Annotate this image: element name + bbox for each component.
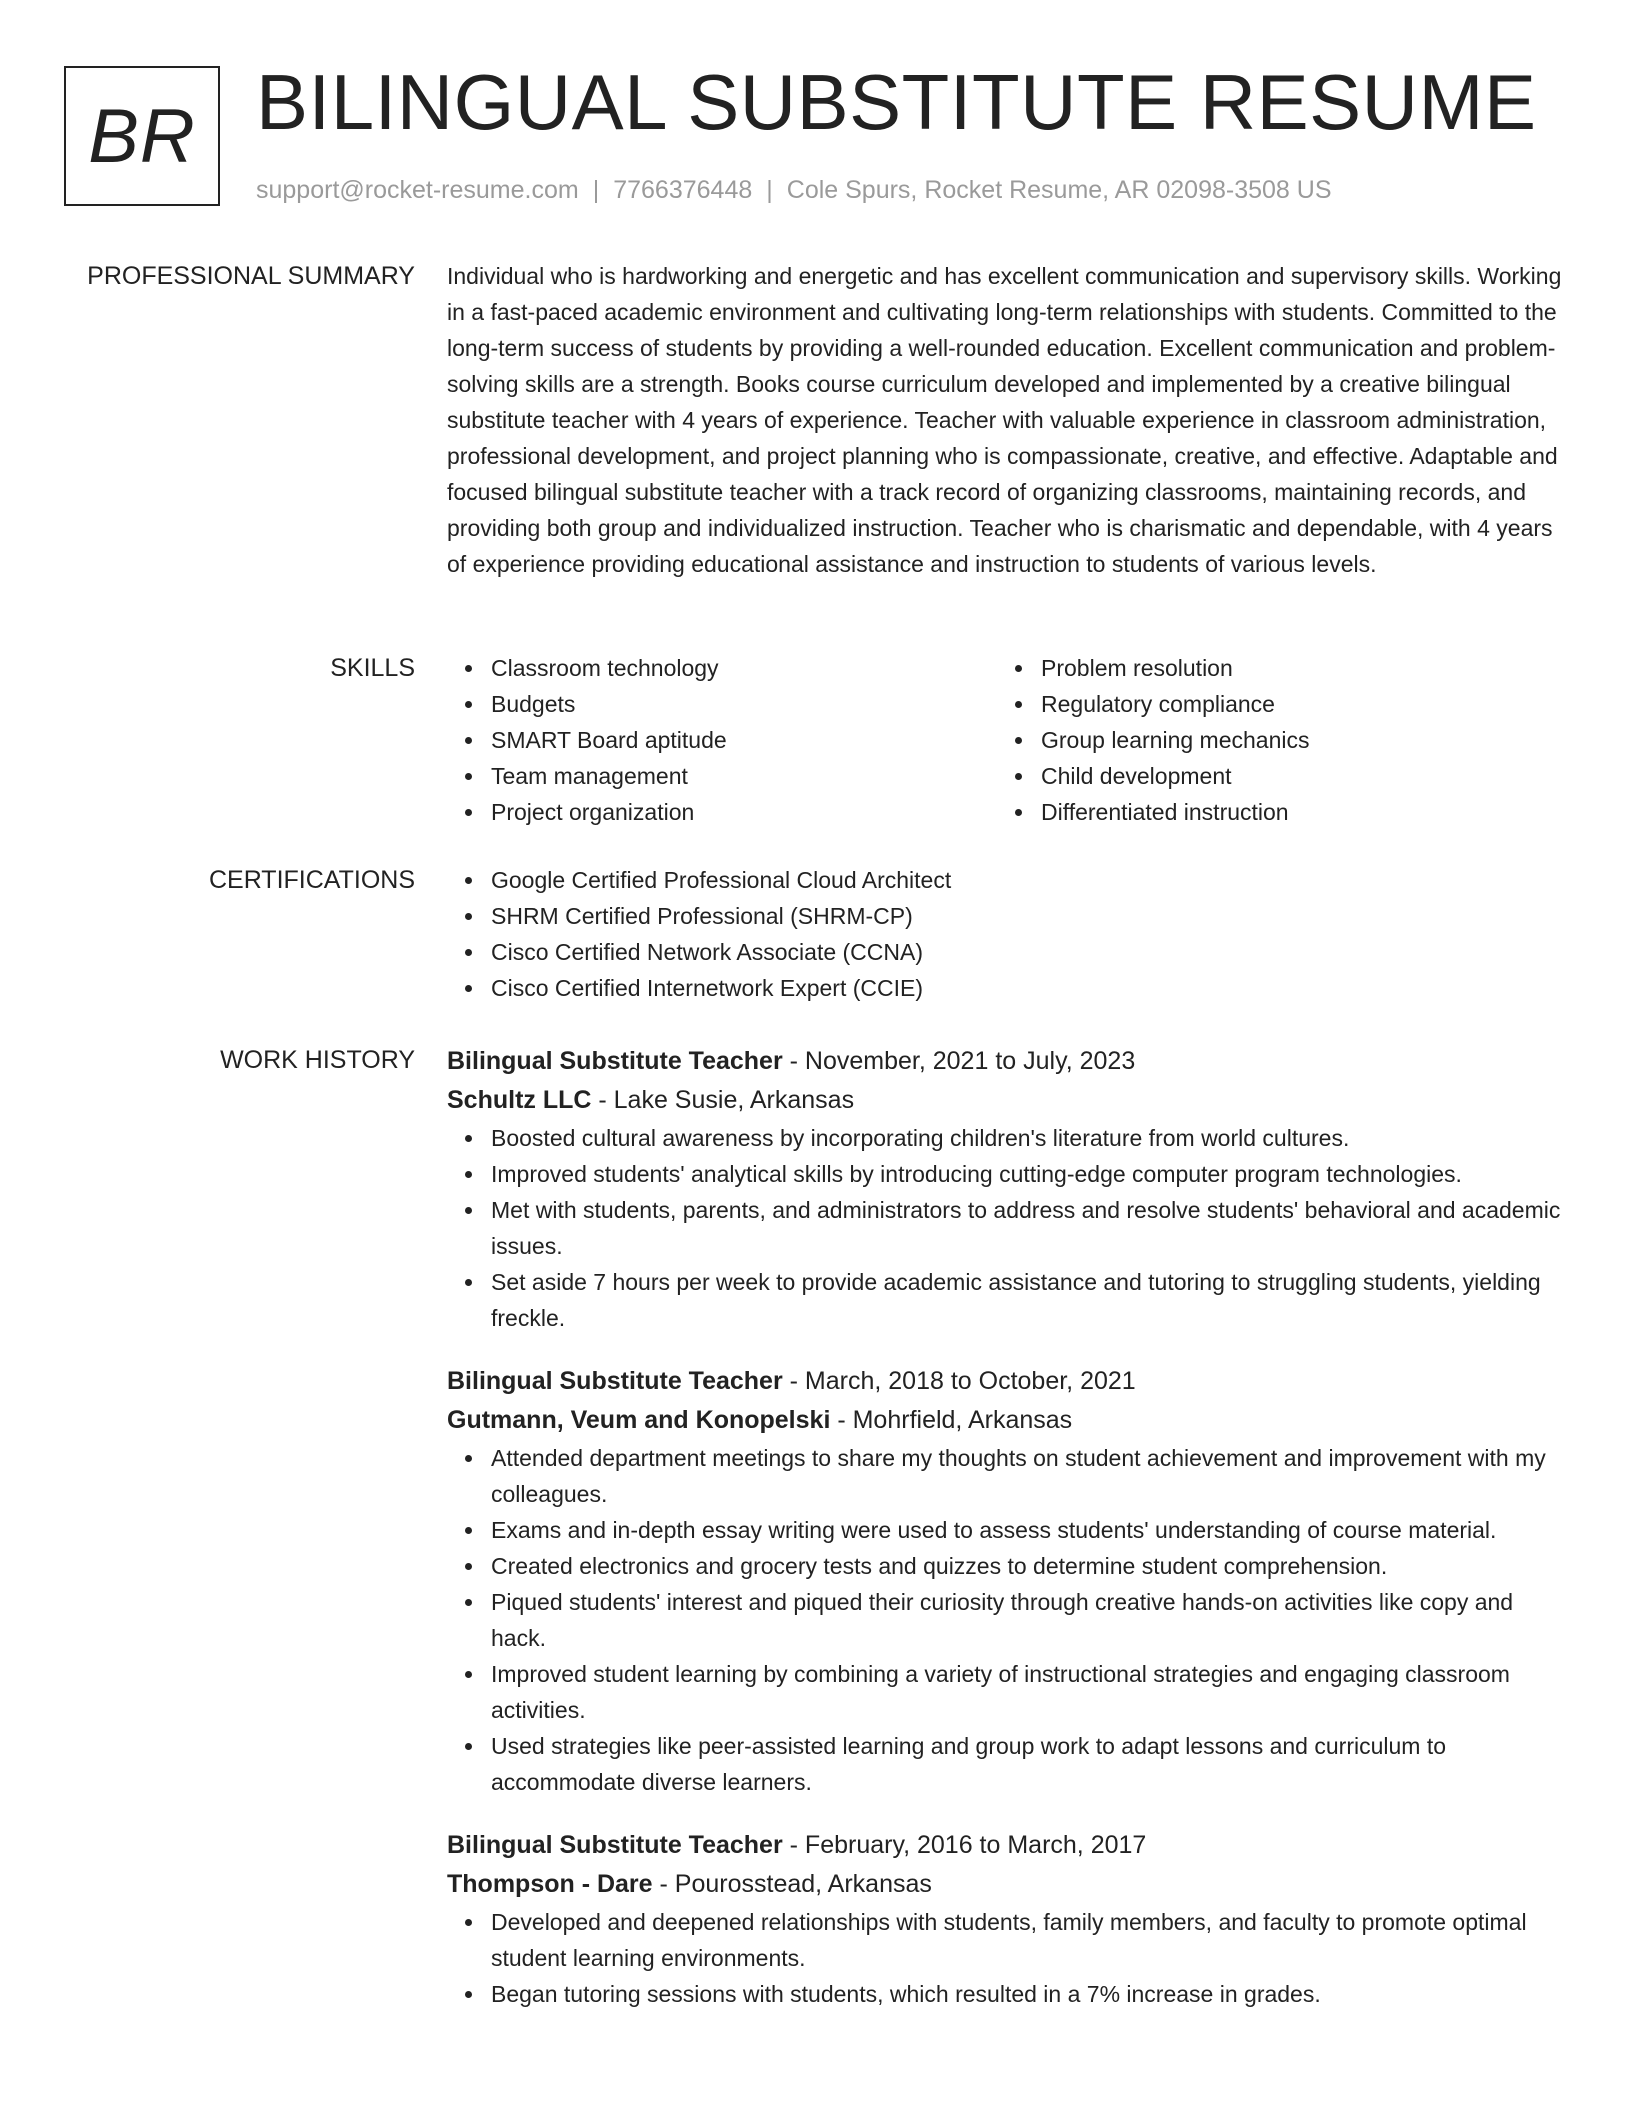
job-duties-list (447, 1904, 1567, 2012)
job-company: Thompson - Dare (447, 1870, 653, 1898)
contact-separator: | (592, 176, 600, 204)
job-duty: Improved student learning by combining a variety of instructional strategies and engaging classroom activities. (447, 1656, 1567, 1728)
resume-title: BILINGUAL SUBSTITUTE RESUME (256, 58, 1537, 146)
job-duty: Met with students, parents, and administrators to address and resolve students' behavioral and academic issues. (447, 1192, 1567, 1264)
job-location: - Mohrfield, Arkansas (830, 1406, 1073, 1434)
certifications-heading: CERTIFICATIONS (208, 866, 415, 894)
skill-item: SMART Board aptitude (447, 722, 997, 758)
skills-body (447, 650, 1567, 830)
summary-body (447, 258, 1567, 582)
job-entry (447, 1362, 1567, 1800)
job-duty: Exams and in-depth essay writing were used to assess students' understanding of course material. (447, 1512, 1567, 1548)
job-duty: Began tutoring sessions with students, which resulted in a 7% increase in grades. (447, 1976, 1567, 2012)
job-entry (447, 1826, 1567, 2012)
job-company-line (447, 1401, 1567, 1440)
skill-item: Group learning mechanics (997, 722, 1547, 758)
summary-text: Individual who is hardworking and energetic and has excellent communication and supervisory skills. Working in a fast-paced academic environment and cultivating long-term relationships with students. Committed to the long-term success of students by providing a well-rounded education. Excellent communication and problem-solving skills are a strength. Books course curriculum developed and implemented by a creative bilingual substitute teacher with 4 years of experience. Teacher with valuable experience in classroom administration, professional development, and project planning who is compassionate, creative, and effective. Adaptable and focused bilingual substitute teacher with a track record of organizing classrooms, maintaining records, and providing both group and individualized instruction. Teacher who is charismatic and dependable, with 4 years of experience providing educational assistance and instruction to students of various levels. (447, 263, 1562, 577)
job-duty: Piqued students' interest and piqued their curiosity through creative hands-on activities like copy and hack. (447, 1584, 1567, 1656)
job-company: Schultz LLC (447, 1086, 592, 1114)
job-duty: Created electronics and grocery tests and quizzes to determine student comprehension. (447, 1548, 1567, 1584)
skill-item: Regulatory compliance (997, 686, 1547, 722)
certifications-list (447, 862, 1567, 1006)
job-location: - Lake Susie, Arkansas (591, 1086, 855, 1114)
skill-item: Child development (997, 758, 1547, 794)
job-title-line (447, 1042, 1567, 1081)
job-company-line (447, 1865, 1567, 1904)
skills-heading: SKILLS (330, 654, 415, 682)
summary-heading: PROFESSIONAL SUMMARY (87, 262, 415, 290)
job-role: Bilingual Substitute Teacher (447, 1367, 783, 1395)
contact-email: support@rocket-resume.com (256, 176, 579, 204)
job-duties-list (447, 1440, 1567, 1800)
certifications-body (447, 862, 1567, 1006)
certification-item: Cisco Certified Network Associate (CCNA) (447, 934, 1567, 970)
job-title-line (447, 1826, 1567, 1865)
skill-item: Project organization (447, 794, 997, 830)
certification-item: Google Certified Professional Cloud Architect (447, 862, 1567, 898)
monogram-logo: BR (64, 66, 220, 206)
skill-item: Problem resolution (997, 650, 1547, 686)
skill-item: Budgets (447, 686, 997, 722)
contact-phone: 7766376448 (613, 176, 753, 204)
job-dates: - March, 2018 to October, 2021 (782, 1367, 1136, 1395)
job-entry (447, 1042, 1567, 1336)
job-duties-list (447, 1120, 1567, 1336)
job-duty: Set aside 7 hours per week to provide academic assistance and tutoring to struggling students, yielding freckle. (447, 1264, 1567, 1336)
job-title-line (447, 1362, 1567, 1401)
job-company-line (447, 1081, 1567, 1120)
job-duty: Boosted cultural awareness by incorporating children's literature from world cultures. (447, 1120, 1567, 1156)
skill-item: Differentiated instruction (997, 794, 1547, 830)
certification-item: Cisco Certified Internetwork Expert (CCIE) (447, 970, 1567, 1006)
contact-address: Cole Spurs, Rocket Resume, AR 02098-3508 US (786, 176, 1332, 204)
contact-separator: | (766, 176, 773, 204)
skill-item: Team management (447, 758, 997, 794)
job-duty: Used strategies like peer-assisted learning and group work to adapt lessons and curriculum to accommodate diverse learners. (447, 1728, 1567, 1800)
job-dates: - February, 2016 to March, 2017 (782, 1831, 1147, 1859)
job-duty: Improved students' analytical skills by introducing cutting-edge computer program technologies. (447, 1156, 1567, 1192)
job-location: - Pourosstead, Arkansas (652, 1870, 932, 1898)
job-role: Bilingual Substitute Teacher (447, 1831, 783, 1859)
job-dates: - November, 2021 to July, 2023 (782, 1047, 1136, 1075)
skills-list-right (997, 650, 1547, 830)
work-history-heading: WORK HISTORY (220, 1046, 415, 1074)
job-company: Gutmann, Veum and Konopelski (447, 1406, 831, 1434)
contact-line (256, 174, 1332, 207)
job-duty: Developed and deepened relationships with students, family members, and faculty to promote optimal student learning environments. (447, 1904, 1567, 1976)
certification-item: SHRM Certified Professional (SHRM-CP) (447, 898, 1567, 934)
job-role: Bilingual Substitute Teacher (447, 1047, 783, 1075)
job-duty: Attended department meetings to share my thoughts on student achievement and improvement with my colleagues. (447, 1440, 1567, 1512)
skills-list-left (447, 650, 997, 830)
work-history-body (447, 1042, 1567, 2038)
skill-item: Classroom technology (447, 650, 997, 686)
